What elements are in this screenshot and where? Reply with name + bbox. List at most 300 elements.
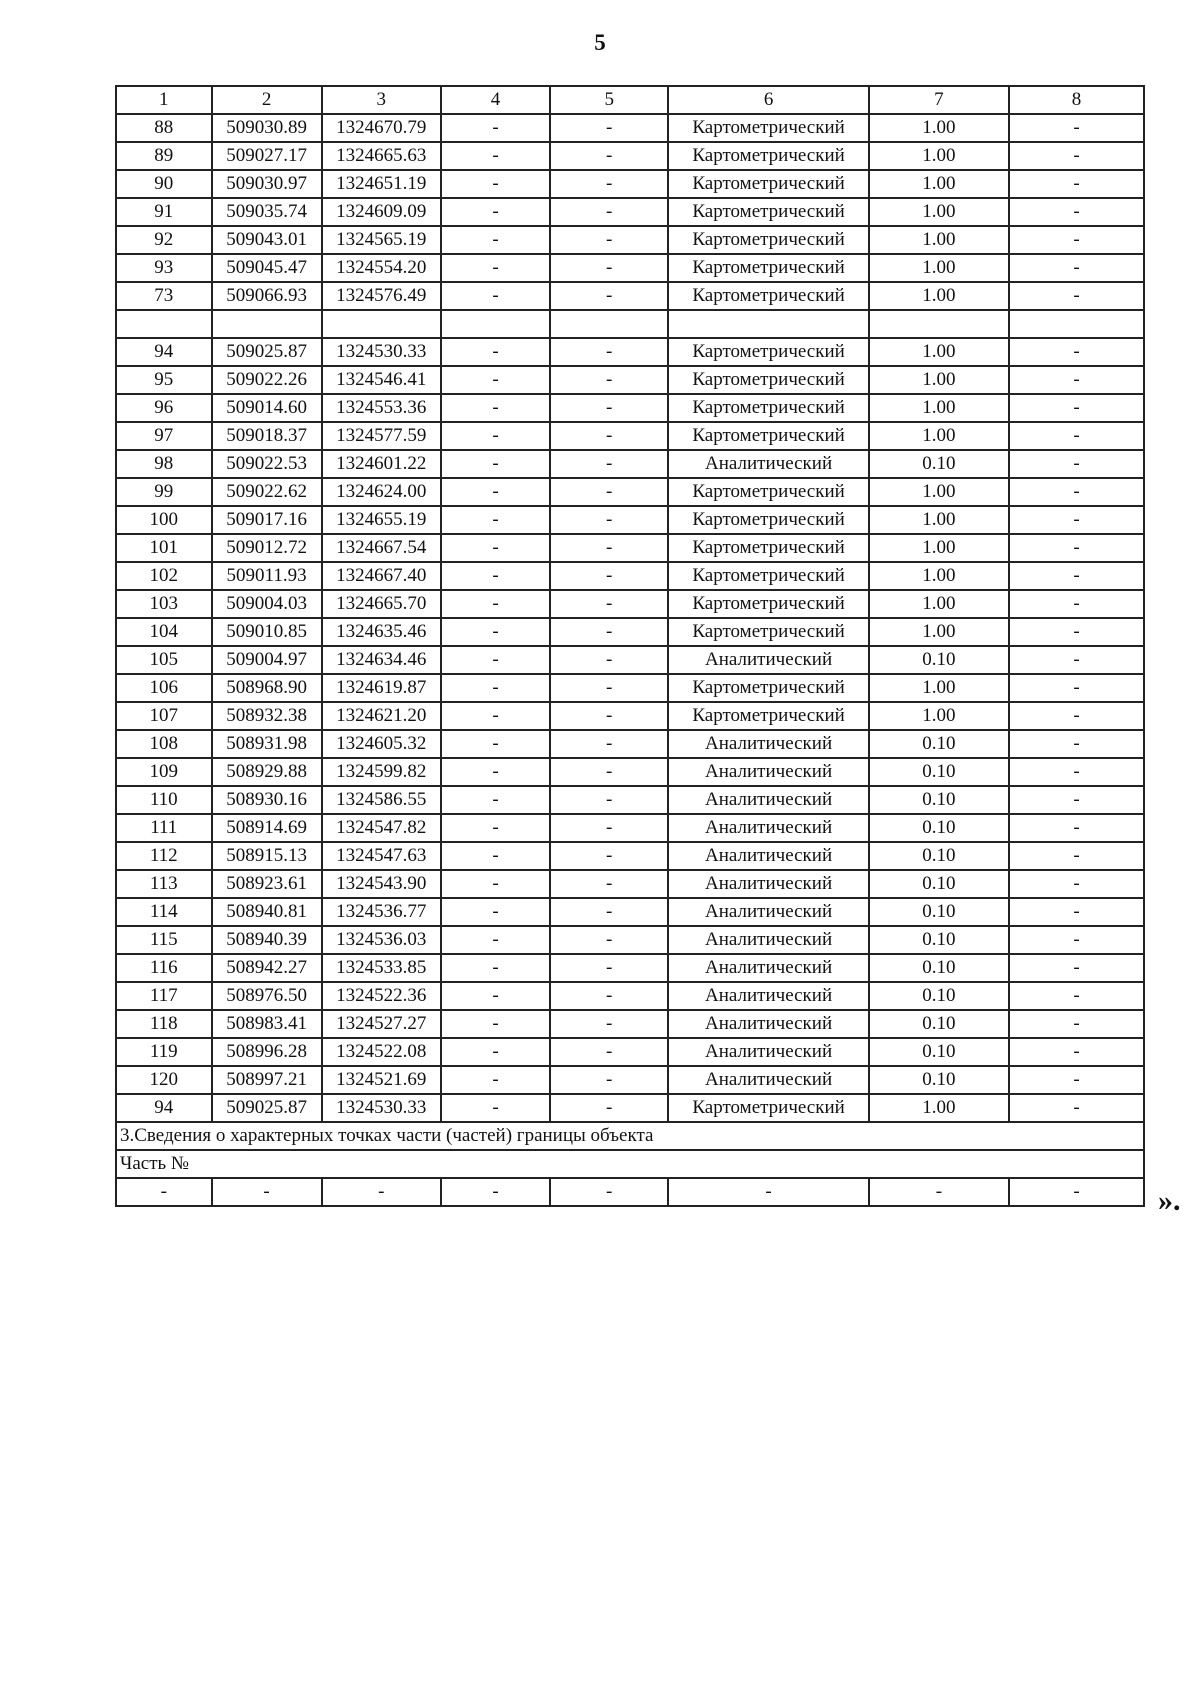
part-label-row <box>116 1150 1144 1178</box>
table-cell-col-8: - <box>1009 1010 1144 1038</box>
table-cell-col-4: - <box>441 506 550 534</box>
table-cell-col-1: 89 <box>116 142 212 170</box>
table-cell-col-5: - <box>550 842 668 870</box>
table-cell-col-7: 1.00 <box>869 338 1009 366</box>
table-cell-col-5: - <box>550 114 668 142</box>
table-cell-col-8: - <box>1009 786 1144 814</box>
table-cell-col-4: - <box>441 1066 550 1094</box>
table-cell-col-3: 1324670.79 <box>322 114 441 142</box>
table-cell-col-4: - <box>441 814 550 842</box>
table-cell-col-8: - <box>1009 758 1144 786</box>
table-cell-col-6: Аналитический <box>668 450 868 478</box>
table-row <box>116 898 1144 926</box>
table-cell-col-1: 109 <box>116 758 212 786</box>
section3-title-row <box>116 1122 1144 1150</box>
table-cell-col-8 <box>1009 310 1144 338</box>
table-cell-col-6: Аналитический <box>668 1066 868 1094</box>
table-cell-col-1: 120 <box>116 1066 212 1094</box>
table-cell-col-5: - <box>550 366 668 394</box>
table-cell-col-5: - <box>550 394 668 422</box>
table-row <box>116 954 1144 982</box>
table-cell-col-3: 1324609.09 <box>322 198 441 226</box>
table-cell-col-4: - <box>441 338 550 366</box>
table-cell-col-1: 91 <box>116 198 212 226</box>
table-cell-col-8: - <box>1009 338 1144 366</box>
table-cell-col-5 <box>550 310 668 338</box>
table-cell-col-4: - <box>441 170 550 198</box>
table-cell-col-3: 1324554.20 <box>322 254 441 282</box>
coordinates-table <box>115 85 1145 1207</box>
table-cell-col-7: 0.10 <box>869 814 1009 842</box>
table-cell-col-4: - <box>441 226 550 254</box>
table-cell-col-3: 1324665.63 <box>322 142 441 170</box>
table-cell-col-5: - <box>550 198 668 226</box>
table-row <box>116 198 1144 226</box>
table-cell-col-4 <box>441 310 550 338</box>
table-cell-col-5: - <box>550 982 668 1010</box>
table-cell-col-2: 508923.61 <box>212 870 322 898</box>
table-row <box>116 590 1144 618</box>
table-row <box>116 1038 1144 1066</box>
table-cell-col-3: 1324667.40 <box>322 562 441 590</box>
table-cell-col-3: 1324536.77 <box>322 898 441 926</box>
table-row <box>116 982 1144 1010</box>
table-cell-col-5: - <box>550 254 668 282</box>
table-cell-col-1: 102 <box>116 562 212 590</box>
table-cell-col-8: - <box>1009 1094 1144 1122</box>
table-cell-col-2: 509004.03 <box>212 590 322 618</box>
table-row <box>116 422 1144 450</box>
table-cell-col-7: 1.00 <box>869 114 1009 142</box>
table-cell-col-7: 0.10 <box>869 758 1009 786</box>
table-cell-col-7: 1.00 <box>869 198 1009 226</box>
table-cell-col-1: 88 <box>116 114 212 142</box>
table-cell-col-2: 508931.98 <box>212 730 322 758</box>
table-cell-col-7: 1.00 <box>869 282 1009 310</box>
table-cell-col-3: 1324533.85 <box>322 954 441 982</box>
table-body <box>116 86 1144 1206</box>
table-cell-col-6: Аналитический <box>668 982 868 1010</box>
table-cell-col-3: 1324599.82 <box>322 758 441 786</box>
table-cell-col-6: - <box>668 1178 868 1206</box>
table-cell-col-8: - <box>1009 646 1144 674</box>
table-cell-col-1: 93 <box>116 254 212 282</box>
table-cell-col-3: 1324667.54 <box>322 534 441 562</box>
table-cell-col-3: 1324521.69 <box>322 1066 441 1094</box>
table-cell-col-2: 509011.93 <box>212 562 322 590</box>
table-cell-col-4: - <box>441 870 550 898</box>
table-row <box>116 366 1144 394</box>
table-cell-col-5: - <box>550 646 668 674</box>
table-row <box>116 702 1144 730</box>
table-cell-col-6: Картометрический <box>668 590 868 618</box>
table-cell-col-6: Картометрический <box>668 478 868 506</box>
table-cell-col-4: 4 <box>441 86 550 114</box>
table-cell-col-5: 5 <box>550 86 668 114</box>
table-cell-col-3: 1324635.46 <box>322 618 441 646</box>
table-cell-col-1 <box>116 310 212 338</box>
table-cell-col-5: - <box>550 142 668 170</box>
table-cell-col-6: Аналитический <box>668 758 868 786</box>
table-cell-col-6: Картометрический <box>668 170 868 198</box>
table-cell-col-4: - <box>441 954 550 982</box>
table-cell-col-5: - <box>550 1178 668 1206</box>
table-cell-col-5: - <box>550 170 668 198</box>
table-cell-col-5: - <box>550 786 668 814</box>
table-cell-col-6: Картометрический <box>668 226 868 254</box>
table-cell-col-3: 1324530.33 <box>322 1094 441 1122</box>
table-cell-col-6: Аналитический <box>668 1038 868 1066</box>
table-row <box>116 618 1144 646</box>
table-cell-col-7: 0.10 <box>869 786 1009 814</box>
table-cell-col-8: - <box>1009 1066 1144 1094</box>
table-cell-col-2: 508997.21 <box>212 1066 322 1094</box>
table-cell-col-3: 1324522.08 <box>322 1038 441 1066</box>
table-cell-col-4: - <box>441 1178 550 1206</box>
table-cell-col-3: 1324536.03 <box>322 926 441 954</box>
table-row <box>116 282 1144 310</box>
table-cell-col-1: 90 <box>116 170 212 198</box>
table-cell-col-1: 94 <box>116 338 212 366</box>
table-cell-col-6: Аналитический <box>668 898 868 926</box>
table-cell-col-8: - <box>1009 422 1144 450</box>
table-cell-col-4: - <box>441 1094 550 1122</box>
table-cell-col-8: - <box>1009 534 1144 562</box>
table-cell-col-4: - <box>441 730 550 758</box>
table-cell-col-4: - <box>441 674 550 702</box>
table-cell-col-7: 0.10 <box>869 926 1009 954</box>
table-cell-col-4: - <box>441 114 550 142</box>
table-cell-col-2: 508940.39 <box>212 926 322 954</box>
table-cell-col-8: - <box>1009 394 1144 422</box>
table-cell-col-3: - <box>322 1178 441 1206</box>
table-cell-col-8: - <box>1009 898 1144 926</box>
table-cell-col-6 <box>668 310 868 338</box>
table-cell-col-2: 509022.62 <box>212 478 322 506</box>
table-cell-col-8: - <box>1009 142 1144 170</box>
table-cell-col-8: - <box>1009 114 1144 142</box>
table-row <box>116 814 1144 842</box>
table-cell-col-5: - <box>550 1010 668 1038</box>
table-cell-col-4: - <box>441 758 550 786</box>
table-cell-col-3: 1324553.36 <box>322 394 441 422</box>
table-cell-col-7: 1.00 <box>869 254 1009 282</box>
table-cell-col-6: 6 <box>668 86 868 114</box>
table-cell-col-4: - <box>441 198 550 226</box>
table-cell-col-7: 1.00 <box>869 478 1009 506</box>
table-cell-col-8: - <box>1009 926 1144 954</box>
table-cell-col-7: 0.10 <box>869 1038 1009 1066</box>
table-cell-col-1: 101 <box>116 534 212 562</box>
table-cell-col-1: 94 <box>116 1094 212 1122</box>
table-cell-col-3: 1324577.59 <box>322 422 441 450</box>
table-cell-col-1: 96 <box>116 394 212 422</box>
table-cell-col-1: 104 <box>116 618 212 646</box>
table-cell-col-6: Картометрический <box>668 198 868 226</box>
table-cell-col-5: - <box>550 282 668 310</box>
table-cell-col-3: 1324621.20 <box>322 702 441 730</box>
table-cell-col-5: - <box>550 338 668 366</box>
table-row <box>116 506 1144 534</box>
table-cell-col-7: 1.00 <box>869 534 1009 562</box>
table-cell-col-3: 1324624.00 <box>322 478 441 506</box>
table-cell-col-7: 0.10 <box>869 730 1009 758</box>
table-cell-col-1: 103 <box>116 590 212 618</box>
table-cell-col-7: 0.10 <box>869 1010 1009 1038</box>
table-cell-col-8: - <box>1009 702 1144 730</box>
table-row <box>116 730 1144 758</box>
table-cell-col-2: 508942.27 <box>212 954 322 982</box>
table-cell-col-2: 508930.16 <box>212 786 322 814</box>
table-cell-col-2: 509018.37 <box>212 422 322 450</box>
table-row <box>116 842 1144 870</box>
table-cell-col-6: Аналитический <box>668 842 868 870</box>
table-cell-col-2: 508940.81 <box>212 898 322 926</box>
table-cell-col-3: 1324543.90 <box>322 870 441 898</box>
page-number: 5 <box>594 30 606 55</box>
table-cell-col-5: - <box>550 758 668 786</box>
table-cell-col-2: 509004.97 <box>212 646 322 674</box>
table-cell-col-6: Аналитический <box>668 786 868 814</box>
table-cell-col-5: - <box>550 618 668 646</box>
table-cell-col-8: - <box>1009 506 1144 534</box>
table-cell-col-2: 508915.13 <box>212 842 322 870</box>
table-cell-col-6: Картометрический <box>668 674 868 702</box>
table-cell-col-6: Картометрический <box>668 142 868 170</box>
table-cell-col-3: 3 <box>322 86 441 114</box>
table-cell-col-6: Картометрический <box>668 282 868 310</box>
table-cell-col-3: 1324651.19 <box>322 170 441 198</box>
table-row <box>116 1066 1144 1094</box>
table-cell-col-6: Картометрический <box>668 534 868 562</box>
table-cell-col-2: 508914.69 <box>212 814 322 842</box>
table-row <box>116 674 1144 702</box>
table-cell-col-8: - <box>1009 198 1144 226</box>
table-cell-col-3: 1324547.82 <box>322 814 441 842</box>
table-cell-col-6: Аналитический <box>668 730 868 758</box>
table-cell-col-2: 509027.17 <box>212 142 322 170</box>
table-cell-col-8: - <box>1009 450 1144 478</box>
table-cell-col-5: - <box>550 1066 668 1094</box>
table-cell-col-7: 1.00 <box>869 562 1009 590</box>
table-cell-col-4: - <box>441 982 550 1010</box>
table-cell-col-4: - <box>441 590 550 618</box>
table-cell-col-2: 508976.50 <box>212 982 322 1010</box>
table-cell-col-2: 509025.87 <box>212 1094 322 1122</box>
table-cell-col-7: 7 <box>869 86 1009 114</box>
table-cell-col-6: Аналитический <box>668 926 868 954</box>
table-cell-col-1: 108 <box>116 730 212 758</box>
table-cell-col-8: - <box>1009 478 1144 506</box>
table-cell-col-8: - <box>1009 226 1144 254</box>
table-cell-col-8: - <box>1009 1038 1144 1066</box>
table-cell-col-2: 509045.47 <box>212 254 322 282</box>
table-cell-col-6: Аналитический <box>668 646 868 674</box>
table-cell-col-2: 509025.87 <box>212 338 322 366</box>
table-row <box>116 870 1144 898</box>
table-cell-col-1: 100 <box>116 506 212 534</box>
table-cell-col-1: 117 <box>116 982 212 1010</box>
table-cell-col-2: 2 <box>212 86 322 114</box>
table-row <box>116 114 1144 142</box>
table-cell-col-1: 99 <box>116 478 212 506</box>
table-cell-col-4: - <box>441 646 550 674</box>
table-row <box>116 254 1144 282</box>
table-row <box>116 450 1144 478</box>
section3-title-row-cell: 3.Сведения о характерных точках части (частей) границы объекта <box>116 1122 1144 1150</box>
table-row <box>116 1178 1144 1206</box>
table-cell-col-6: Картометрический <box>668 702 868 730</box>
table-cell-col-1: 92 <box>116 226 212 254</box>
table-header-row <box>116 86 1144 114</box>
table-cell-col-4: - <box>441 422 550 450</box>
table-cell-col-7: 0.10 <box>869 1066 1009 1094</box>
table-cell-col-2: 509022.26 <box>212 366 322 394</box>
table-cell-col-6: Картометрический <box>668 338 868 366</box>
table-cell-col-6: Картометрический <box>668 254 868 282</box>
table-cell-col-7: 0.10 <box>869 898 1009 926</box>
table-cell-col-7: 1.00 <box>869 226 1009 254</box>
table-cell-col-7: 1.00 <box>869 394 1009 422</box>
table-cell-col-3: 1324565.19 <box>322 226 441 254</box>
table-cell-col-4: - <box>441 1010 550 1038</box>
table-cell-col-1: 116 <box>116 954 212 982</box>
table-cell-col-5: - <box>550 422 668 450</box>
table-cell-col-4: - <box>441 842 550 870</box>
table-cell-col-5: - <box>550 730 668 758</box>
table-row <box>116 394 1144 422</box>
table-cell-col-5: - <box>550 1094 668 1122</box>
table-cell-col-2: 509012.72 <box>212 534 322 562</box>
table-cell-col-2: 509010.85 <box>212 618 322 646</box>
table-row <box>116 226 1144 254</box>
table-cell-col-1: 106 <box>116 674 212 702</box>
table-cell-col-8: - <box>1009 618 1144 646</box>
table-cell-col-6: Картометрический <box>668 422 868 450</box>
table-row <box>116 646 1144 674</box>
part-label-row-cell: Часть № <box>116 1150 1144 1178</box>
table-cell-col-1: 119 <box>116 1038 212 1066</box>
table-cell-col-4: - <box>441 282 550 310</box>
table-cell-col-3: 1324522.36 <box>322 982 441 1010</box>
table-cell-col-1: 114 <box>116 898 212 926</box>
table-cell-col-1: 111 <box>116 814 212 842</box>
table-cell-col-7: 0.10 <box>869 870 1009 898</box>
table-cell-col-3: 1324634.46 <box>322 646 441 674</box>
table-cell-col-2: 509030.89 <box>212 114 322 142</box>
table-cell-col-1: 113 <box>116 870 212 898</box>
table-cell-col-1: 107 <box>116 702 212 730</box>
table-cell-col-3: 1324546.41 <box>322 366 441 394</box>
table-cell-col-4: - <box>441 366 550 394</box>
table-row <box>116 142 1144 170</box>
table-cell-col-5: - <box>550 450 668 478</box>
table-cell-col-8: - <box>1009 842 1144 870</box>
table-cell-col-8: 8 <box>1009 86 1144 114</box>
table-cell-col-4: - <box>441 786 550 814</box>
table-cell-col-7: - <box>869 1178 1009 1206</box>
table-cell-col-5: - <box>550 226 668 254</box>
table-cell-col-7: 0.10 <box>869 954 1009 982</box>
table-cell-col-4: - <box>441 534 550 562</box>
table-row <box>116 170 1144 198</box>
table-cell-col-2: 508968.90 <box>212 674 322 702</box>
table-cell-col-1: 97 <box>116 422 212 450</box>
table-cell-col-3: 1324655.19 <box>322 506 441 534</box>
table-cell-col-2: 509066.93 <box>212 282 322 310</box>
table-cell-col-4: - <box>441 478 550 506</box>
table-cell-col-2: 508996.28 <box>212 1038 322 1066</box>
table-cell-col-5: - <box>550 534 668 562</box>
table-cell-col-1: 1 <box>116 86 212 114</box>
table-cell-col-5: - <box>550 702 668 730</box>
table-row <box>116 926 1144 954</box>
table-cell-col-8: - <box>1009 282 1144 310</box>
table-cell-col-1: 118 <box>116 1010 212 1038</box>
table-cell-col-3: 1324601.22 <box>322 450 441 478</box>
table-cell-col-8: - <box>1009 1178 1144 1206</box>
table-cell-col-2: 509030.97 <box>212 170 322 198</box>
table-cell-col-3: 1324530.33 <box>322 338 441 366</box>
table-cell-col-4: - <box>441 254 550 282</box>
table-cell-col-6: Аналитический <box>668 954 868 982</box>
table-cell-col-8: - <box>1009 674 1144 702</box>
table-cell-col-2: 508932.38 <box>212 702 322 730</box>
table-cell-col-1: 115 <box>116 926 212 954</box>
table-cell-col-1: 112 <box>116 842 212 870</box>
table-row <box>116 478 1144 506</box>
closing-quote: ». <box>1158 1184 1181 1217</box>
table-cell-col-1: 98 <box>116 450 212 478</box>
table-cell-col-6: Картометрический <box>668 618 868 646</box>
table-row <box>116 338 1144 366</box>
table-cell-col-6: Картометрический <box>668 366 868 394</box>
table-cell-col-8: - <box>1009 254 1144 282</box>
table-cell-col-8: - <box>1009 870 1144 898</box>
table-cell-col-8: - <box>1009 170 1144 198</box>
table-cell-col-7 <box>869 310 1009 338</box>
table-cell-col-6: Аналитический <box>668 870 868 898</box>
table-cell-col-3: 1324665.70 <box>322 590 441 618</box>
table-cell-col-2: 509017.16 <box>212 506 322 534</box>
table-cell-col-8: - <box>1009 562 1144 590</box>
table-cell-col-3: 1324547.63 <box>322 842 441 870</box>
table-row <box>116 562 1144 590</box>
table-cell-col-6: Аналитический <box>668 1010 868 1038</box>
table-cell-col-4: - <box>441 618 550 646</box>
table-cell-col-7: 1.00 <box>869 618 1009 646</box>
table-cell-col-3: 1324586.55 <box>322 786 441 814</box>
table-cell-col-4: - <box>441 450 550 478</box>
table-row <box>116 310 1144 338</box>
table-row <box>116 758 1144 786</box>
table-row <box>116 534 1144 562</box>
table-cell-col-1: 110 <box>116 786 212 814</box>
table-cell-col-2 <box>212 310 322 338</box>
table-cell-col-5: - <box>550 898 668 926</box>
table-cell-col-7: 1.00 <box>869 674 1009 702</box>
table-cell-col-5: - <box>550 562 668 590</box>
table-cell-col-5: - <box>550 478 668 506</box>
table-cell-col-7: 1.00 <box>869 366 1009 394</box>
table-cell-col-5: - <box>550 1038 668 1066</box>
table-cell-col-8: - <box>1009 590 1144 618</box>
table-cell-col-3 <box>322 310 441 338</box>
table-cell-col-8: - <box>1009 366 1144 394</box>
table-cell-col-7: 1.00 <box>869 170 1009 198</box>
table-cell-col-6: Картометрический <box>668 394 868 422</box>
table-cell-col-7: 0.10 <box>869 842 1009 870</box>
